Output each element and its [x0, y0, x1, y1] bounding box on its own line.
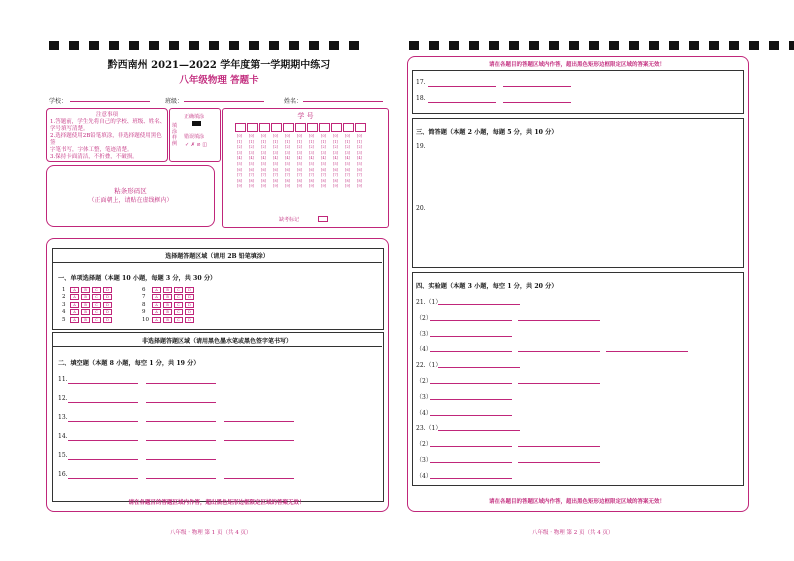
choice-number: 5 — [62, 316, 66, 323]
student-id-bubble[interactable]: [3] — [273, 150, 278, 155]
student-id-bubble[interactable]: [8] — [285, 178, 290, 183]
fill-section-title: 二、填空题（本题 8 小题，每空 1 分，共 19 分） — [58, 360, 200, 367]
student-id-bubble[interactable]: [9] — [285, 184, 290, 189]
class-field-label: 班级： — [165, 98, 184, 105]
choice-bubble-a[interactable]: A — [152, 302, 161, 308]
student-id-bubble[interactable]: [5] — [333, 161, 338, 166]
student-id-bubble[interactable]: [0] — [321, 134, 326, 138]
student-id-bubble[interactable]: [8] — [333, 178, 338, 183]
exp-answer-line[interactable] — [430, 415, 512, 416]
student-id-bubble[interactable]: [2] — [249, 145, 254, 150]
student-id-bubble[interactable]: [4] — [237, 156, 242, 161]
fill-answer-line[interactable] — [224, 440, 294, 441]
exp-answer-line[interactable] — [606, 351, 688, 352]
student-id-bubble[interactable]: [8] — [237, 178, 242, 183]
notice-title: 注意事项 — [95, 112, 118, 118]
notice-box — [46, 108, 168, 162]
student-id-bubble[interactable]: [3] — [333, 150, 338, 155]
choice-bubble-a[interactable]: A — [152, 287, 161, 293]
exp-item-label: （2） — [416, 314, 432, 322]
choice-bubble-a[interactable]: A — [70, 302, 79, 308]
student-id-bubble[interactable]: [7] — [357, 173, 362, 178]
student-id-digit-box[interactable] — [319, 123, 330, 132]
student-id-bubble[interactable]: [2] — [345, 145, 350, 150]
student-id-bubble[interactable]: [0] — [333, 134, 338, 138]
choice-bubble-b[interactable]: B — [163, 309, 172, 315]
exp-answer-line[interactable] — [518, 383, 600, 384]
student-id-bubble[interactable]: [4] — [297, 156, 302, 161]
student-id-bubble[interactable]: [3] — [357, 150, 362, 155]
student-id-bubble[interactable]: [6] — [237, 167, 242, 172]
choice-bubble-d[interactable]: D — [185, 287, 194, 293]
fill-answer-line[interactable] — [68, 459, 138, 460]
absent-bubble[interactable] — [318, 216, 328, 222]
choice-bubble-b[interactable]: B — [163, 287, 172, 293]
choice-section-title: 一、单项选择题（本题 10 小题，每题 3 分，共 30 分） — [58, 275, 217, 282]
student-id-bubble[interactable]: [7] — [261, 173, 266, 178]
student-id-bubble[interactable]: [2] — [321, 145, 326, 150]
choice-row — [62, 316, 196, 324]
exp-answer-line[interactable] — [518, 320, 600, 321]
student-id-bubble[interactable]: [1] — [273, 139, 278, 144]
choice-header: 选择题答题区域（请用 2B 铅笔填涂） — [165, 253, 269, 260]
student-id-bubble[interactable]: [1] — [261, 139, 266, 144]
notice-line: 1.答题前，学生先将自己的学校、班级、姓名、 — [50, 119, 166, 125]
exp-answer-line[interactable] — [438, 430, 520, 431]
notice-line: 2.选择题使用2B铅笔填涂，非选择题使用黑色签 — [50, 133, 162, 146]
student-id-digit-box[interactable] — [235, 123, 246, 132]
student-id-bubble[interactable]: [1] — [285, 139, 290, 144]
choice-number: 9 — [142, 309, 146, 316]
exp-answer-line[interactable] — [430, 478, 512, 479]
student-id-bubble[interactable]: [4] — [357, 156, 362, 161]
q17-18-region — [412, 70, 744, 114]
timing-marks-left — [49, 41, 359, 50]
student-id-bubble[interactable]: [8] — [249, 178, 254, 183]
choice-bubble-c[interactable]: C — [174, 302, 183, 308]
student-id-bubble[interactable]: [5] — [321, 161, 326, 166]
exp-item-label: 23.（1） — [416, 425, 442, 433]
choice-bubble-b[interactable]: B — [81, 294, 90, 300]
exp-answer-line[interactable] — [430, 351, 512, 352]
student-id-bubble[interactable]: [1] — [321, 139, 326, 144]
student-id-bubble[interactable]: [8] — [309, 178, 314, 183]
exp-item-label: （2） — [416, 378, 432, 385]
fill-item-label: 12. — [58, 395, 68, 402]
choice-bubble-b[interactable]: B — [81, 309, 90, 315]
choice-number: 3 — [62, 301, 66, 308]
q17-line-2[interactable] — [503, 86, 571, 87]
exp-answer-line[interactable] — [518, 351, 600, 352]
notice-line: 字笔书写，字体工整，笔迹清楚。 — [50, 147, 133, 153]
student-id-bubble[interactable]: [9] — [237, 184, 242, 189]
choice-bubble-a[interactable]: A — [70, 287, 79, 293]
student-id-bubble[interactable]: [6] — [273, 167, 278, 172]
q17-line-1[interactable] — [428, 86, 496, 87]
nonchoice-header: 非选择题答题区域（请用黑色墨水笔或黑色签字笔书写） — [141, 338, 292, 345]
choice-bubble-b[interactable]: B — [163, 302, 172, 308]
fill-answer-line[interactable] — [146, 383, 216, 384]
student-id-bubble[interactable]: [7] — [321, 173, 326, 178]
student-id-bubble[interactable]: [6] — [297, 167, 302, 172]
student-id-digit-box[interactable] — [331, 123, 342, 132]
choice-bubble-a[interactable]: A — [70, 309, 79, 315]
student-id-bubble[interactable]: [3] — [261, 150, 266, 155]
student-id-bubble[interactable]: [2] — [309, 145, 314, 150]
choice-bubble-grid[interactable] — [62, 286, 196, 324]
choice-bubble-a[interactable]: A — [152, 294, 161, 300]
choice-bubble-b[interactable]: B — [163, 294, 172, 300]
student-id-bubble[interactable]: [5] — [273, 161, 278, 166]
fill-answer-line[interactable] — [68, 478, 138, 479]
choice-bubble-b[interactable]: B — [163, 317, 172, 323]
q18-line-2[interactable] — [503, 102, 571, 103]
student-id-bubble[interactable]: [2] — [333, 145, 338, 150]
student-id-bubble[interactable]: [6] — [309, 167, 314, 172]
student-id-bubble[interactable]: [3] — [237, 150, 242, 155]
student-id-bubble[interactable]: [0] — [249, 134, 254, 138]
short-answer-region — [412, 118, 744, 268]
choice-bubble-c[interactable]: C — [174, 317, 183, 323]
student-id-bubble[interactable]: [5] — [345, 161, 350, 166]
exam-subtitle: 八年级物理 答题卡 — [179, 75, 259, 86]
student-id-bubble[interactable]: [5] — [261, 161, 266, 166]
notice-line: 3.保持卡面清洁，不折叠，不破损。 — [50, 154, 138, 160]
choice-bubble-b[interactable]: B — [81, 317, 90, 323]
warning-left: 请在各题目的答题区域内作答，超出黑色矩形边框限定区域的答案无效！ — [128, 500, 305, 506]
choice-row — [62, 286, 196, 294]
exp-answer-line[interactable] — [430, 383, 512, 384]
student-id-bubble[interactable]: [9] — [297, 184, 302, 189]
exam-title: 黔西南州 2021—2022 学年度第一学期期中练习 — [107, 60, 331, 71]
student-id-bubble[interactable]: [1] — [309, 139, 314, 144]
absent-label: 缺考标记 — [279, 217, 300, 223]
divider — [52, 262, 382, 263]
exp-answer-line[interactable] — [430, 462, 512, 463]
student-id-bubble[interactable]: [0] — [345, 134, 350, 138]
student-id-bubble[interactable]: [3] — [345, 150, 350, 155]
student-id-bubble[interactable]: [7] — [309, 173, 314, 178]
exp-answer-line[interactable] — [518, 462, 600, 463]
student-id-bubble[interactable]: [9] — [321, 184, 326, 189]
choice-bubble-c[interactable]: C — [92, 317, 101, 323]
warning-right-top: 请在各题目的答题区域内作答，超出黑色矩形边框限定区域的答案无效！ — [488, 62, 665, 68]
choice-number: 6 — [142, 286, 146, 293]
student-id-bubble[interactable]: [4] — [345, 156, 350, 161]
short-section-title: 三、简答题（本题 2 小题，每题 5 分，共 10 分） — [416, 129, 558, 136]
fill-item-label: 16. — [58, 471, 68, 478]
choice-row — [62, 294, 196, 302]
student-id-box — [222, 108, 389, 228]
student-id-bubble[interactable]: [2] — [237, 145, 242, 150]
exp-item-label: （4） — [416, 472, 432, 480]
student-id-bubble[interactable]: [0] — [297, 134, 302, 138]
choice-bubble-d[interactable]: D — [185, 317, 194, 323]
choice-number: 1 — [62, 286, 66, 293]
choice-bubble-d[interactable]: D — [103, 302, 112, 308]
student-id-bubble[interactable]: [1] — [297, 139, 302, 144]
choice-bubble-d[interactable]: D — [185, 294, 194, 300]
student-id-bubble[interactable]: [8] — [345, 178, 350, 183]
choice-row — [62, 309, 196, 317]
student-id-bubble[interactable]: [1] — [237, 139, 242, 144]
exp-item-label: （2） — [416, 441, 432, 449]
student-id-digit-box[interactable] — [307, 123, 318, 132]
student-id-bubble[interactable]: [8] — [261, 178, 266, 183]
choice-bubble-d[interactable]: D — [103, 294, 112, 300]
fill-answer-line[interactable] — [146, 459, 216, 460]
exp-answer-line[interactable] — [518, 446, 600, 447]
student-id-bubble[interactable]: [3] — [309, 150, 314, 155]
fill-item-label: 15. — [58, 452, 68, 459]
warning-right-bottom: 请在各题目的答题区域内作答，超出黑色矩形边框限定区域的答案无效！ — [488, 499, 665, 505]
student-id-bubble[interactable]: [2] — [297, 145, 302, 150]
school-field[interactable] — [70, 101, 150, 102]
fill-answer-line[interactable] — [224, 421, 294, 422]
correct-fill-label: 正确填涂 — [184, 114, 205, 120]
student-id-bubble[interactable]: [9] — [249, 184, 254, 189]
q18-line-1[interactable] — [428, 102, 496, 103]
student-id-bubble[interactable]: [5] — [357, 161, 362, 166]
exp-answer-line[interactable] — [430, 320, 512, 321]
student-id-bubble[interactable]: [6] — [285, 167, 290, 172]
choice-bubble-c[interactable]: C — [92, 302, 101, 308]
student-id-bubble[interactable]: [4] — [321, 156, 326, 161]
student-id-digit-box[interactable] — [343, 123, 354, 132]
student-id-bubble[interactable]: [1] — [357, 139, 362, 144]
student-id-bubble[interactable]: [0] — [309, 134, 314, 138]
divider — [52, 346, 382, 347]
student-id-bubble[interactable]: [2] — [273, 145, 278, 150]
fill-answer-line[interactable] — [68, 383, 138, 384]
exp-item-label: 21.（1） — [416, 299, 442, 306]
student-id-bubble[interactable]: [4] — [309, 156, 314, 161]
choice-bubble-d[interactable]: D — [185, 302, 194, 308]
choice-row — [62, 301, 196, 309]
fill-item-label: 13. — [58, 414, 68, 421]
student-id-bubble[interactable]: [9] — [333, 184, 338, 189]
choice-number: 7 — [142, 294, 146, 301]
q19-label: 19. — [416, 143, 426, 150]
choice-number: 4 — [62, 309, 66, 316]
example-label: 填涂样例 — [172, 123, 178, 147]
fill-answer-line[interactable] — [224, 478, 294, 479]
student-id-bubble[interactable]: [8] — [297, 178, 302, 183]
student-id-bubble[interactable]: [1] — [333, 139, 338, 144]
footer-left: 八年级 · 物理 第 1 页（共 4 页） — [170, 530, 252, 536]
exp-answer-line[interactable] — [438, 367, 520, 368]
student-id-bubble[interactable]: [9] — [261, 184, 266, 189]
student-id-bubble[interactable]: [0] — [357, 134, 362, 138]
fill-answer-line[interactable] — [68, 421, 138, 422]
student-id-bubble[interactable]: [3] — [321, 150, 326, 155]
choice-bubble-a[interactable]: A — [152, 317, 161, 323]
student-id-digit-box[interactable] — [271, 123, 282, 132]
choice-number: 10 — [142, 316, 149, 323]
student-id-bubble[interactable]: [2] — [285, 145, 290, 150]
student-id-bubble[interactable]: [4] — [333, 156, 338, 161]
choice-bubble-a[interactable]: A — [70, 294, 79, 300]
wrong-fill-label: 错误填涂 — [184, 134, 205, 140]
choice-bubble-d[interactable]: D — [103, 309, 112, 315]
student-id-bubble-grid[interactable] — [235, 123, 367, 190]
exp-item-label: （4） — [416, 409, 432, 417]
student-id-bubble[interactable]: [6] — [357, 167, 362, 172]
wrong-fill-marks: ✓ ✗ ⊘ ◫ — [185, 142, 208, 148]
student-id-digit-box[interactable] — [295, 123, 306, 132]
barcode-area — [46, 165, 215, 227]
name-field-label: 姓名： — [284, 98, 303, 105]
fill-answer-line[interactable] — [146, 440, 216, 441]
choice-bubble-b[interactable]: B — [81, 287, 90, 293]
fill-item-label: 14. — [58, 433, 68, 440]
exp-answer-line[interactable] — [430, 399, 512, 400]
fill-answer-line[interactable] — [68, 440, 138, 441]
choice-bubble-c[interactable]: C — [92, 309, 101, 315]
student-id-bubble[interactable]: [7] — [273, 173, 278, 178]
student-id-bubble[interactable]: [0] — [237, 134, 242, 138]
student-id-bubble[interactable]: [1] — [249, 139, 254, 144]
student-id-bubble[interactable]: [7] — [285, 173, 290, 178]
student-id-bubble[interactable]: [0] — [261, 134, 266, 138]
student-id-bubble[interactable]: [5] — [285, 161, 290, 166]
student-id-bubble[interactable]: [7] — [333, 173, 338, 178]
student-id-bubble[interactable]: [8] — [273, 178, 278, 183]
student-id-bubble[interactable]: [6] — [333, 167, 338, 172]
student-id-bubble[interactable]: [7] — [237, 173, 242, 178]
student-id-bubble[interactable]: [0] — [285, 134, 290, 138]
name-field[interactable] — [303, 101, 383, 102]
student-id-bubble[interactable]: [5] — [309, 161, 314, 166]
q18-label: 18. — [416, 95, 426, 102]
fill-example-box — [169, 108, 221, 162]
student-id-bubble[interactable]: [7] — [249, 173, 254, 178]
choice-bubble-d[interactable]: D — [103, 317, 112, 323]
fill-item-label: 11. — [58, 376, 68, 383]
choice-bubble-c[interactable]: C — [174, 287, 183, 293]
q17-label: 17. — [416, 79, 426, 86]
exp-item-label: （3） — [416, 330, 432, 338]
choice-bubble-c[interactable]: C — [174, 309, 183, 315]
school-field-label: 学校： — [49, 98, 68, 105]
student-id-bubble[interactable]: [8] — [357, 178, 362, 183]
fill-answer-line[interactable] — [146, 421, 216, 422]
student-id-bubble[interactable]: [2] — [261, 145, 266, 150]
exp-item-label: （3） — [416, 457, 432, 464]
correct-fill-mark — [192, 121, 201, 126]
q20-label: 20. — [416, 205, 426, 212]
student-id-bubble[interactable]: [6] — [261, 167, 266, 172]
student-id-bubble[interactable]: [5] — [237, 161, 242, 166]
student-id-bubble[interactable]: [4] — [285, 156, 290, 161]
student-id-bubble[interactable]: [5] — [249, 161, 254, 166]
choice-number: 2 — [62, 294, 66, 301]
exp-answer-line[interactable] — [430, 336, 512, 337]
student-id-bubble[interactable]: [6] — [249, 167, 254, 172]
choice-bubble-a[interactable]: A — [152, 309, 161, 315]
notice-line: 学号填写清楚。 — [50, 126, 89, 132]
fill-answer-line[interactable] — [68, 402, 138, 403]
barcode-instruction: （正面朝上，请贴在虚线框内） — [88, 197, 173, 204]
student-id-digit-box[interactable] — [247, 123, 258, 132]
student-id-bubble[interactable]: [0] — [273, 134, 278, 138]
student-id-bubble[interactable]: [1] — [345, 139, 350, 144]
choice-bubble-d[interactable]: D — [185, 309, 194, 315]
student-id-bubble[interactable]: [9] — [273, 184, 278, 189]
student-id-bubble[interactable]: [3] — [285, 150, 290, 155]
choice-bubble-b[interactable]: B — [81, 302, 90, 308]
exp-item-label: （3） — [416, 393, 432, 401]
class-field[interactable] — [184, 101, 264, 102]
student-id-bubble[interactable]: [3] — [249, 150, 254, 155]
student-id-bubble[interactable]: [2] — [357, 145, 362, 150]
choice-bubble-c[interactable]: C — [92, 287, 101, 293]
student-id-digit-box[interactable] — [259, 123, 270, 132]
choice-number: 8 — [142, 301, 146, 308]
student-id-digit-box[interactable] — [355, 123, 366, 132]
footer-right: 八年级 · 物理 第 2 页（共 4 页） — [532, 530, 614, 536]
student-id-bubble[interactable]: [8] — [321, 178, 326, 183]
choice-bubble-d[interactable]: D — [103, 287, 112, 293]
exp-answer-line[interactable] — [438, 304, 520, 305]
exp-item-label: 22.（1） — [416, 362, 442, 370]
fill-answer-line[interactable] — [146, 478, 216, 479]
student-id-bubble[interactable]: [4] — [261, 156, 266, 161]
student-id-bubble[interactable]: [4] — [249, 156, 254, 161]
student-id-bubble[interactable]: [7] — [345, 173, 350, 178]
choice-bubble-a[interactable]: A — [70, 317, 79, 323]
student-id-bubble[interactable]: [7] — [297, 173, 302, 178]
student-id-bubble[interactable]: [9] — [345, 184, 350, 189]
student-id-bubble[interactable]: [9] — [309, 184, 314, 189]
exp-item-label: （4） — [416, 346, 432, 354]
student-id-bubble[interactable]: [6] — [321, 167, 326, 172]
exp-section-title: 四、实验题（本题 3 小题，每空 1 分，共 20 分） — [416, 283, 558, 290]
exp-answer-line[interactable] — [430, 446, 512, 447]
student-id-bubble[interactable]: [5] — [297, 161, 302, 166]
student-id-label: 学 号 — [297, 112, 314, 120]
choice-bubble-c[interactable]: C — [174, 294, 183, 300]
timing-marks-right — [409, 41, 794, 50]
fill-answer-line[interactable] — [146, 402, 216, 403]
student-id-bubble[interactable]: [3] — [297, 150, 302, 155]
student-id-bubble[interactable]: [4] — [273, 156, 278, 161]
barcode-title: 粘条形码区 — [114, 187, 147, 195]
choice-bubble-c[interactable]: C — [92, 294, 101, 300]
student-id-bubble[interactable]: [9] — [357, 184, 362, 189]
student-id-digit-box[interactable] — [283, 123, 294, 132]
student-id-bubble[interactable]: [6] — [345, 167, 350, 172]
